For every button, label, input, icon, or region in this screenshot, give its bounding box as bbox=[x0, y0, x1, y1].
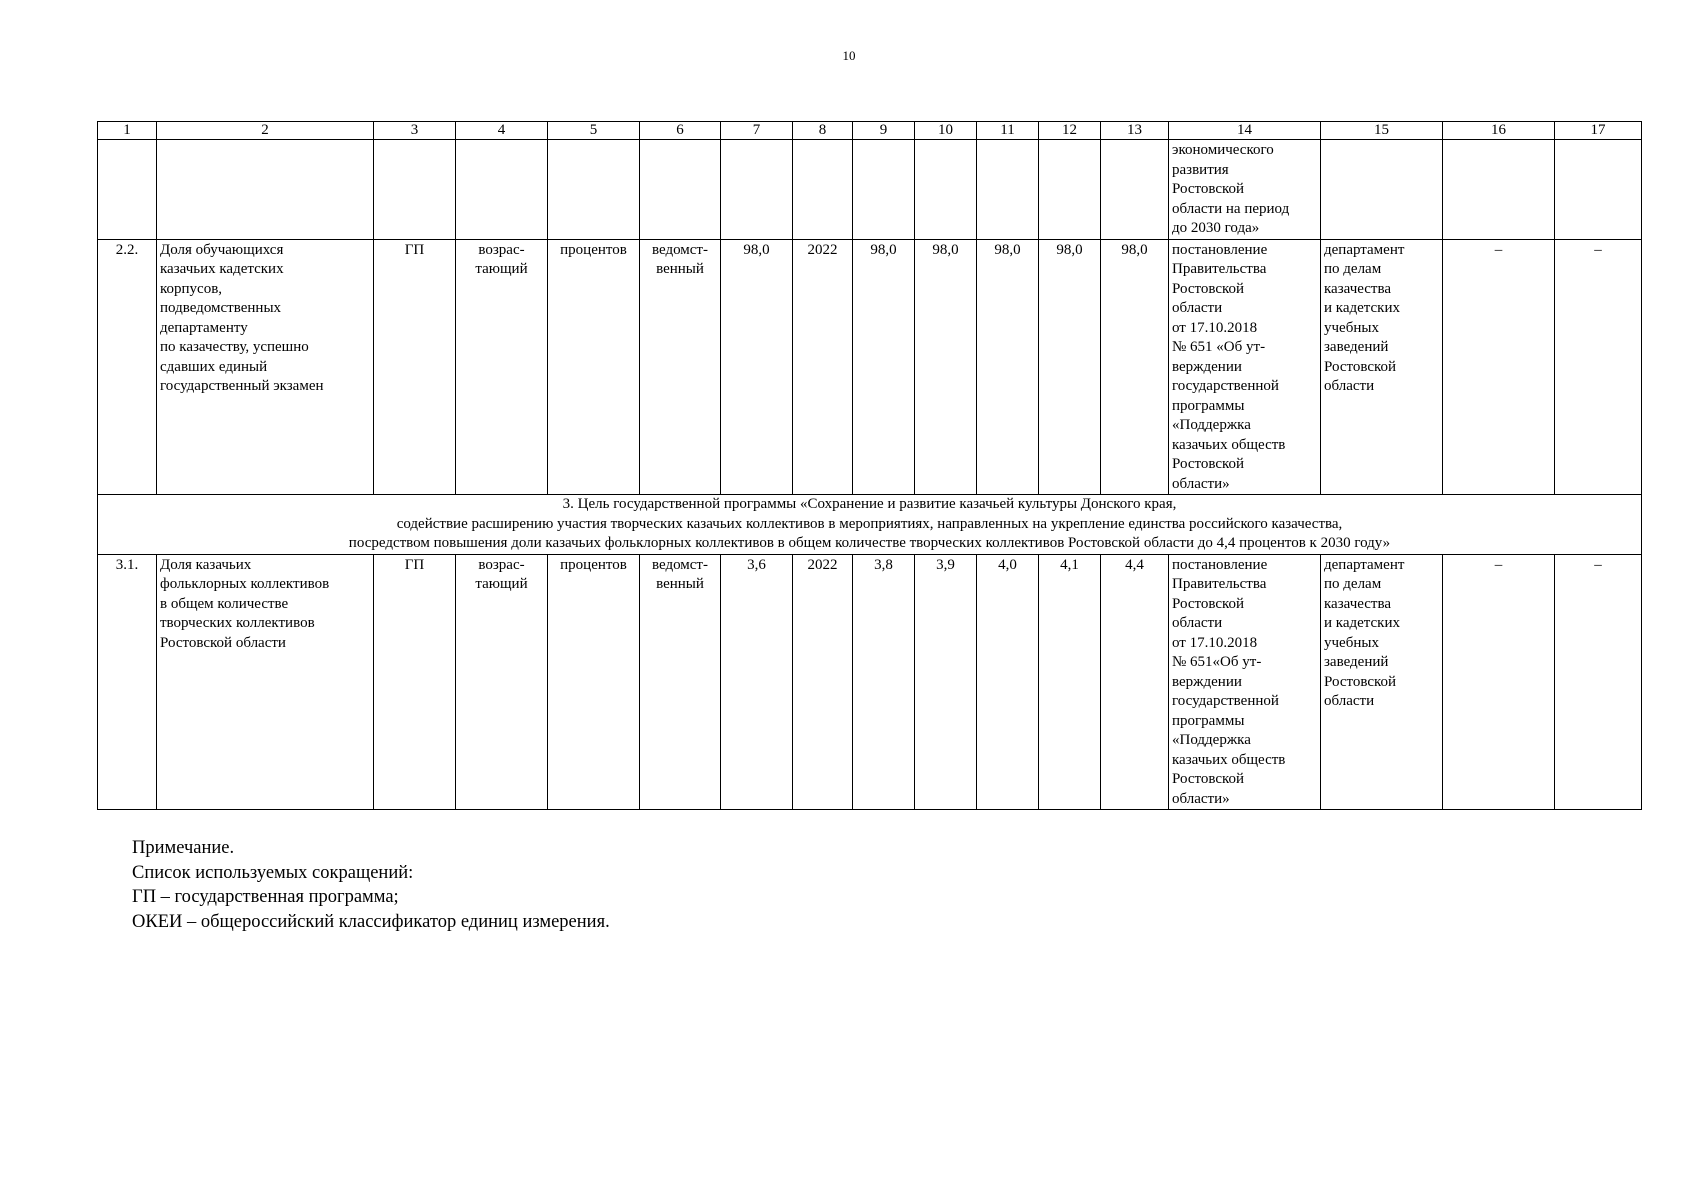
responsible-cell: департамент по делам казачества и кадетских учебных заведений Ростовской области bbox=[1321, 554, 1443, 810]
value-cell: 98,0 bbox=[1039, 239, 1101, 495]
trend-cell: возрас- тающий bbox=[456, 239, 548, 495]
value-cell: 98,0 bbox=[977, 239, 1039, 495]
col17-cell: – bbox=[1555, 239, 1642, 495]
indicator-name: Доля казачьих фольклорных коллективов в общем количестве творческих коллективов Ростовской области bbox=[157, 554, 374, 810]
header-cell: 10 bbox=[915, 122, 977, 140]
col17-cell: – bbox=[1555, 554, 1642, 810]
base-year: 2022 bbox=[793, 239, 853, 495]
header-cell: 3 bbox=[374, 122, 456, 140]
notes-line: ГП – государственная программа; bbox=[132, 887, 399, 907]
base-value: 98,0 bbox=[721, 239, 793, 495]
header-cell: 16 bbox=[1443, 122, 1555, 140]
trend-cell: возрас- тающий bbox=[456, 554, 548, 810]
cont-doc-cell: экономического развития Ростовской области на период до 2030 года» bbox=[1169, 140, 1321, 240]
document-cell: постановление Правительства Ростовской области от 17.10.2018 № 651«Об ут- верждении государственной программы «Поддержка казачьих обществ Ростовской области» bbox=[1169, 554, 1321, 810]
table-row bbox=[98, 554, 1642, 810]
header-cell: 2 bbox=[157, 122, 374, 140]
row-number: 2.2. bbox=[98, 239, 157, 495]
goal-text: 3. Цель государственной программы «Сохранение и развитие казачьей культуры Донского края, содействие расширению участия творческих казачьих коллективов в мероприятиях, направленных на укрепление единства российского казачества, посредством повышения доли казачьих фольклорных коллективов в общем количестве творческих коллективов Ростовской области до 4,4 процентов к 2030 году» bbox=[98, 495, 1642, 555]
value-cell: 98,0 bbox=[853, 239, 915, 495]
header-cell: 11 bbox=[977, 122, 1039, 140]
level-cell: ГП bbox=[374, 239, 456, 495]
header-row bbox=[98, 122, 1642, 140]
continuation-row bbox=[98, 140, 1642, 240]
table-row bbox=[98, 239, 1642, 495]
value-cell: 98,0 bbox=[915, 239, 977, 495]
value-cell: 3,8 bbox=[853, 554, 915, 810]
responsible-cell: департамент по делам казачества и кадетских учебных заведений Ростовской области bbox=[1321, 239, 1443, 495]
header-cell: 6 bbox=[640, 122, 721, 140]
col16-cell: – bbox=[1443, 239, 1555, 495]
col16-cell: – bbox=[1443, 554, 1555, 810]
notes-line: ОКЕИ – общероссийский классификатор единиц измерения. bbox=[132, 911, 610, 932]
header-cell: 12 bbox=[1039, 122, 1101, 140]
unit-cell: процентов bbox=[548, 239, 640, 495]
page-number: 10 bbox=[842, 48, 856, 63]
base-year: 2022 bbox=[793, 554, 853, 810]
header-cell: 8 bbox=[793, 122, 853, 140]
value-cell: 4,1 bbox=[1039, 554, 1101, 810]
document-cell: постановление Правительства Ростовской области от 17.10.2018 № 651 «Об ут- верждении государственной программы «Поддержка казачьих обществ Ростовской области» bbox=[1169, 239, 1321, 495]
indicators-table bbox=[97, 121, 1642, 810]
header-cell: 5 bbox=[548, 122, 640, 140]
indicator-name: Доля обучающихся казачьих кадетских корпусов, подведомственных департаменту по казачеству, успешно сдавших единый государственный экзамен bbox=[157, 239, 374, 495]
row-number: 3.1. bbox=[98, 554, 157, 810]
value-cell: 98,0 bbox=[1101, 239, 1169, 495]
level-cell: ГП bbox=[374, 554, 456, 810]
header-cell: 7 bbox=[721, 122, 793, 140]
type-cell: ведомст- венный bbox=[640, 554, 721, 810]
value-cell: 4,4 bbox=[1101, 554, 1169, 810]
header-cell: 9 bbox=[853, 122, 915, 140]
notes-line: Список используемых сокращений: bbox=[132, 862, 414, 883]
notes-block bbox=[132, 836, 610, 934]
value-cell: 4,0 bbox=[977, 554, 1039, 810]
notes-title: Примечание. bbox=[132, 838, 235, 858]
header-cell: 15 bbox=[1321, 122, 1443, 140]
header-cell: 4 bbox=[456, 122, 548, 140]
base-value: 3,6 bbox=[721, 554, 793, 810]
header-cell: 14 bbox=[1169, 122, 1321, 140]
value-cell: 3,9 bbox=[915, 554, 977, 810]
type-cell: ведомст- венный bbox=[640, 239, 721, 495]
goal-row bbox=[98, 495, 1642, 555]
header-cell: 1 bbox=[98, 122, 157, 140]
header-cell: 13 bbox=[1101, 122, 1169, 140]
header-cell: 17 bbox=[1555, 122, 1642, 140]
unit-cell: процентов bbox=[548, 554, 640, 810]
